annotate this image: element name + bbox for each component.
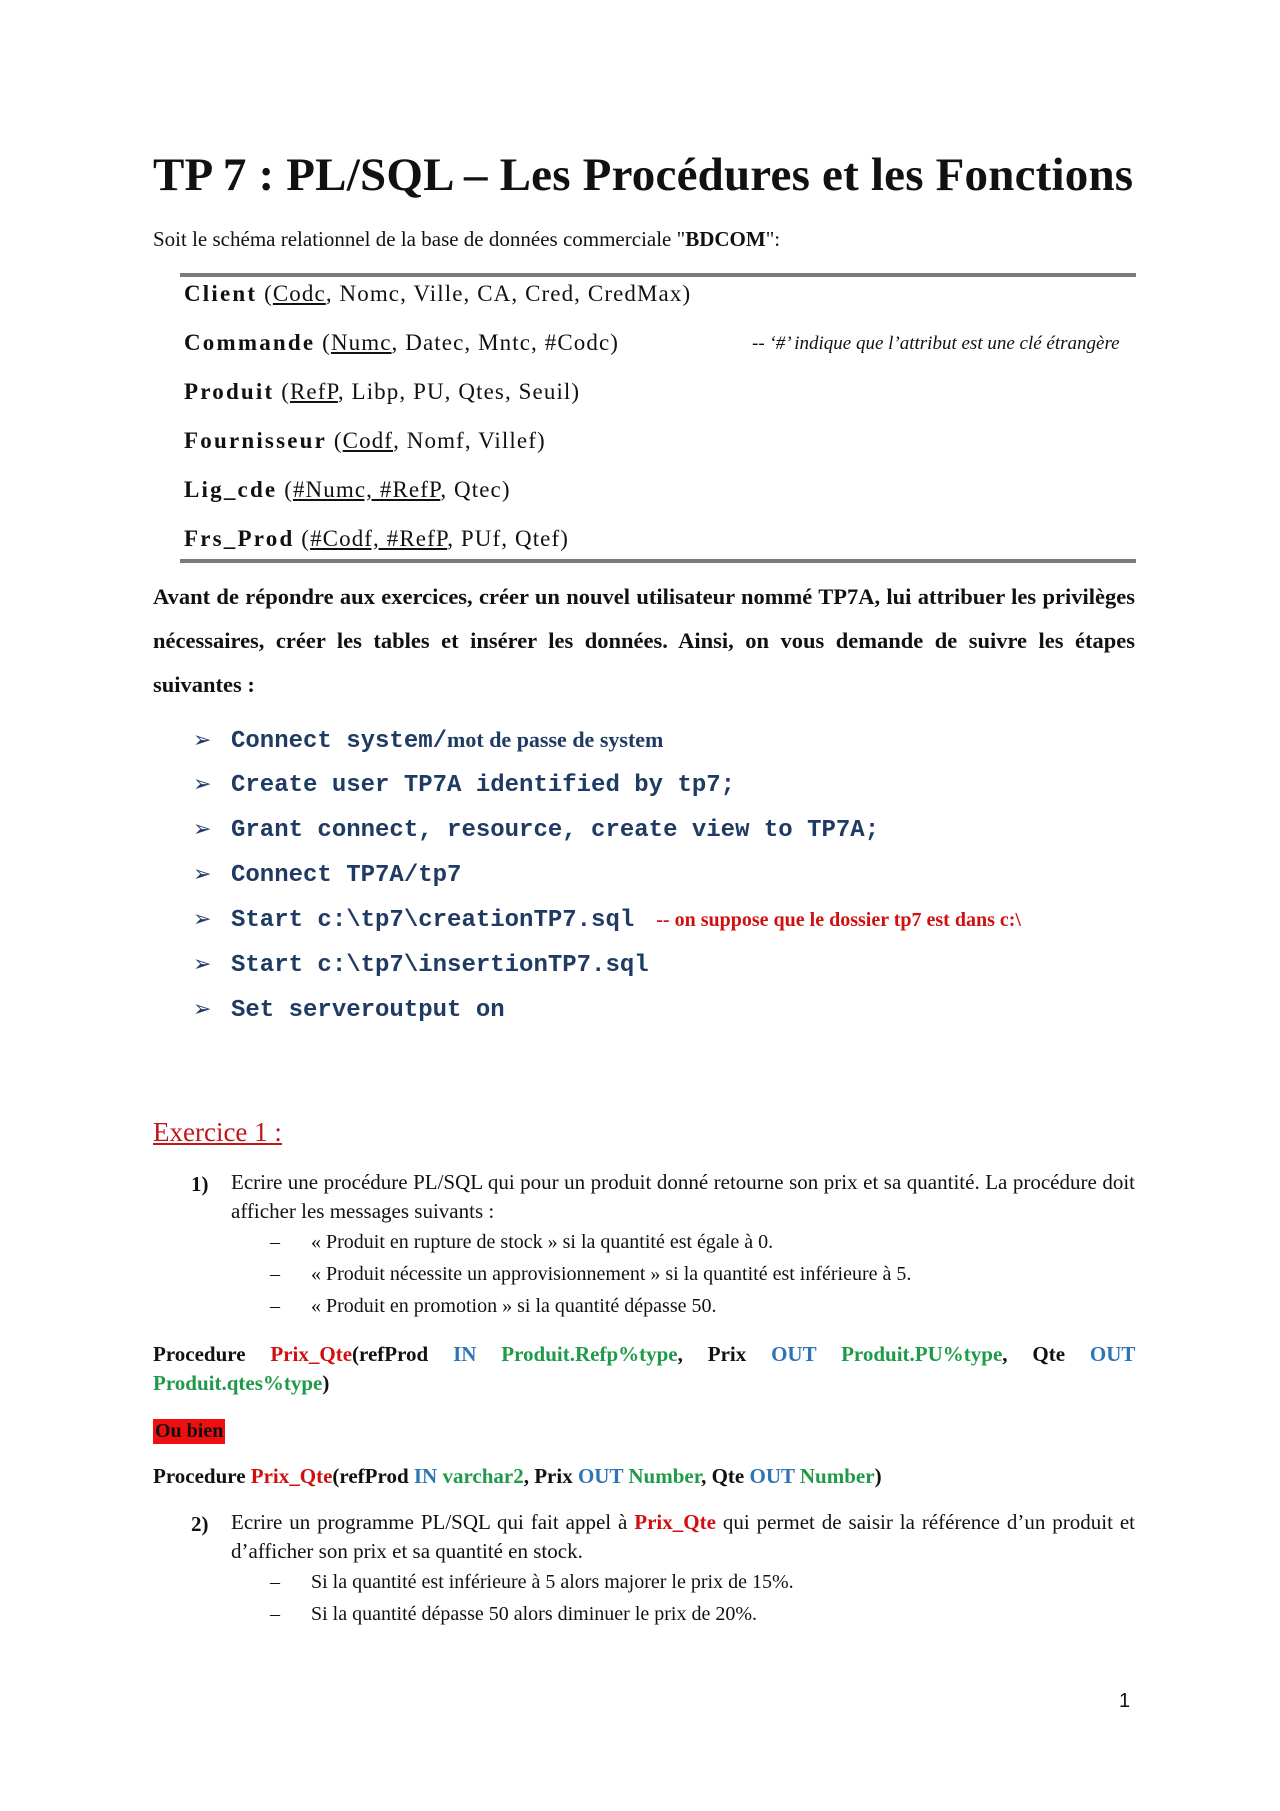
procedure-name: Prix_Qte	[634, 1510, 716, 1534]
question-text-part: qui permet de saisir la référence d’un produit et d’afficher son prix et sa quantité en stock.	[231, 1510, 1136, 1563]
schema-top-rule	[180, 273, 1136, 277]
step-note: -- on suppose que le dossier tp7 est dans c:\	[656, 909, 1021, 931]
relation-frs-prod	[184, 526, 569, 552]
step-code: Connect TP7A/tp7	[231, 862, 462, 889]
param-mode: IN	[413, 1464, 438, 1488]
relation-produit	[184, 379, 580, 405]
dash-bullet-icon: –	[270, 1231, 280, 1253]
question-text	[231, 1508, 1135, 1566]
param-mode: OUT	[577, 1464, 624, 1488]
question-bullet	[270, 1231, 773, 1254]
procedure-keyword: Procedure	[153, 1342, 271, 1366]
param-name: , Prix	[677, 1342, 772, 1366]
arrow-bullet-icon: ➢	[193, 907, 212, 932]
arrow-bullet-icon: ➢	[193, 772, 212, 797]
procedure-signature-1	[153, 1340, 1135, 1398]
bullet-text: Si la quantité dépasse 50 alors diminuer le prix de 20%.	[311, 1603, 758, 1625]
relation-primary-key: #Numc, #RefP	[292, 477, 441, 502]
param-type: Produit.qtes%type	[153, 1371, 323, 1395]
relation-open: (	[327, 428, 343, 453]
procedure-signature-2	[153, 1462, 1135, 1491]
param-mode: OUT	[771, 1342, 817, 1366]
page-number: 1	[1119, 1690, 1131, 1712]
relation-open: (	[277, 477, 293, 502]
bullet-text: « Produit nécessite un approvisionnement » si la quantité est inférieure à 5.	[311, 1263, 912, 1285]
param-name: (refProd	[332, 1464, 414, 1488]
question-text: Ecrire une procédure PL/SQL qui pour un produit donné retourne son prix et sa quantité. La procédure doit afficher les messages suivants :	[231, 1170, 1135, 1223]
relation-primary-key: Codc	[272, 281, 326, 306]
relation-open: (	[294, 526, 311, 551]
step-item	[193, 772, 735, 799]
arrow-bullet-icon: ➢	[193, 817, 212, 842]
dash-bullet-icon: –	[270, 1263, 280, 1285]
param-name: , Prix	[523, 1464, 578, 1488]
relation-attributes: , PUf, Qtef)	[447, 526, 570, 551]
intro-prefix: Soit le schéma relationnel de la base de données commerciale "	[153, 227, 686, 251]
instructions-paragraph: Avant de répondre aux exercices, créer un nouvel utilisateur nommé TP7A, lui attribuer les privilèges nécessaires, créer les tables et insérer les données. Ainsi, on vous demande de suivre les étapes suivantes :	[153, 584, 1135, 697]
dash-bullet-icon: –	[270, 1295, 280, 1317]
intro-suffix: ":	[765, 227, 781, 251]
param-mode: OUT	[749, 1464, 795, 1488]
question-bullet	[270, 1571, 794, 1594]
relation-open: (	[257, 281, 273, 306]
closing-paren: )	[874, 1464, 882, 1488]
step-item	[193, 952, 649, 979]
relation-client	[184, 281, 691, 307]
relation-attributes: , Nomc, Ville, CA, Cred, CredMax)	[325, 281, 692, 306]
step-item	[193, 997, 505, 1024]
relation-primary-key: #Codf, #RefP	[310, 526, 448, 551]
relation-lig-cde	[184, 477, 511, 503]
relation-attributes: , Qtec)	[440, 477, 511, 502]
step-item	[193, 907, 1021, 934]
bullet-text: « Produit en promotion » si la quantité dépasse 50.	[311, 1295, 717, 1317]
or-else-label: Ou bien	[155, 1420, 224, 1442]
step-code: Start c:\tp7\creationTP7.sql	[231, 907, 635, 934]
relation-name: Lig_cde	[184, 477, 278, 502]
schema-bottom-rule	[180, 559, 1136, 563]
db-name: BDCOM	[685, 227, 766, 251]
relation-name: Commande	[184, 330, 316, 355]
relation-name: Produit	[184, 379, 275, 404]
relation-name: Frs_Prod	[184, 526, 295, 551]
param-name: , Qte	[1002, 1342, 1090, 1366]
question-bullet	[270, 1603, 757, 1626]
arrow-bullet-icon: ➢	[193, 952, 212, 977]
intro-sentence	[153, 227, 780, 252]
question-text-part: Ecrire un programme PL/SQL qui fait appel à	[231, 1510, 635, 1534]
relation-fournisseur	[184, 428, 546, 454]
param-mode: IN	[453, 1342, 477, 1366]
question-bullet	[270, 1263, 911, 1286]
closing-paren: )	[322, 1371, 330, 1395]
arrow-bullet-icon: ➢	[193, 997, 212, 1022]
param-mode: OUT	[1089, 1342, 1136, 1366]
param-type: Number	[794, 1464, 875, 1488]
procedure-name: Prix_Qte	[250, 1464, 333, 1488]
relation-attributes: , Datec, Mntc, #Codc)	[391, 330, 620, 355]
param-type: Produit.PU%type	[816, 1342, 1003, 1366]
step-code: Set serveroutput on	[231, 997, 505, 1024]
step-code: Create user TP7A identified by tp7;	[231, 772, 736, 799]
relation-commande	[184, 330, 619, 356]
relation-attributes: , Nomf, Villef)	[393, 428, 546, 453]
step-code: Start c:\tp7\insertionTP7.sql	[231, 952, 649, 979]
relation-name: Fournisseur	[184, 428, 328, 453]
param-type: Number	[623, 1464, 702, 1488]
relation-primary-key: Numc	[330, 330, 392, 355]
bullet-text: Si la quantité est inférieure à 5 alors majorer le prix de 15%.	[311, 1571, 794, 1593]
relation-name: Client	[184, 281, 258, 306]
relation-primary-key: Codf	[342, 428, 394, 453]
step-code: Connect system/	[231, 728, 448, 755]
question-number: 1)	[191, 1172, 209, 1196]
dash-bullet-icon: –	[270, 1571, 280, 1593]
param-name: , Qte	[701, 1464, 750, 1488]
bullet-text: « Produit en rupture de stock » si la quantité est égale à 0.	[311, 1231, 774, 1253]
step-item	[193, 817, 879, 844]
procedure-name: Prix_Qte	[270, 1342, 353, 1366]
arrow-bullet-icon: ➢	[193, 862, 212, 887]
relation-primary-key: RefP	[289, 379, 338, 404]
step-text: mot de passe de system	[447, 727, 664, 752]
param-type: Produit.Refp%type	[476, 1342, 678, 1366]
param-type: varchar2	[437, 1464, 524, 1488]
step-item	[193, 727, 663, 755]
foreign-key-note: -- ‘#’ indique que l’attribut est une clé étrangère	[752, 333, 1120, 354]
dash-bullet-icon: –	[270, 1603, 280, 1625]
question-number: 2)	[191, 1512, 209, 1536]
relation-open: (	[274, 379, 290, 404]
arrow-bullet-icon: ➢	[193, 728, 212, 753]
step-code: Grant connect, resource, create view to TP7A;	[231, 817, 880, 844]
procedure-keyword: Procedure	[153, 1464, 251, 1488]
page-title: TP 7 : PL/SQL – Les Procédures et les Fonctions	[153, 149, 1134, 201]
relation-open: (	[315, 330, 331, 355]
question-bullet	[270, 1295, 717, 1318]
param-name: (refProd	[352, 1342, 454, 1366]
exercise-title: Exercice 1 :	[153, 1117, 282, 1147]
step-item	[193, 862, 461, 889]
relation-attributes: , Libp, PU, Qtes, Seuil)	[337, 379, 581, 404]
